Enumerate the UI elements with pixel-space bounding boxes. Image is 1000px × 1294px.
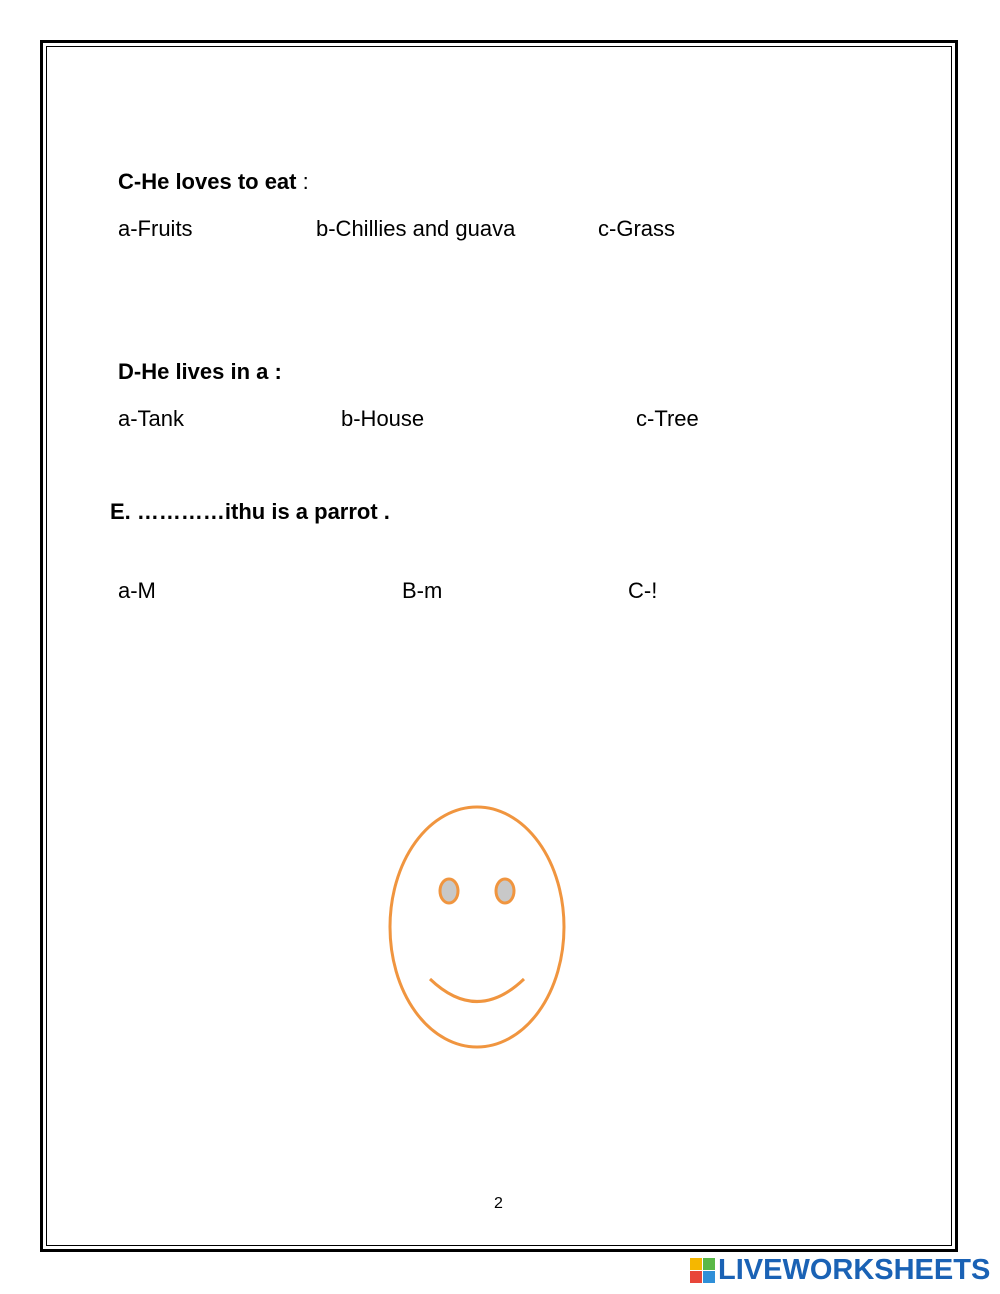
smiley-face-outline <box>390 807 564 1047</box>
question-d-option-b[interactable]: b-House <box>341 406 425 431</box>
question-c-prompt-bold: C-He loves to eat <box>118 169 297 194</box>
question-d-prompt: D-He lives in a : <box>118 359 282 384</box>
page-number: 2 <box>494 1195 503 1212</box>
liveworksheets-wordmark: LIVEWORKSHEETS <box>718 1254 991 1286</box>
smiley-left-eye <box>440 879 458 903</box>
liveworksheets-brand[interactable] <box>690 1256 990 1285</box>
question-d-option-a[interactable]: a-Tank <box>118 406 185 431</box>
question-c-prompt-colon: : <box>296 169 309 194</box>
question-d-option-c[interactable]: c-Tree <box>636 406 699 431</box>
smiley-face-icon <box>385 802 569 1054</box>
question-c-option-a[interactable]: a-Fruits <box>118 216 193 241</box>
question-e-option-c[interactable]: C-! <box>628 578 658 603</box>
question-e-option-a[interactable]: a-M <box>118 578 156 603</box>
question-e-option-b[interactable]: B-m <box>402 578 443 603</box>
liveworksheets-logo-icon <box>690 1258 715 1283</box>
smiley-mouth <box>430 979 524 1002</box>
question-c-prompt <box>118 171 309 193</box>
smiley-right-eye <box>496 879 514 903</box>
question-c-option-b[interactable]: b-Chillies and guava <box>316 216 516 241</box>
question-c-option-c[interactable]: c-Grass <box>598 216 675 241</box>
question-e-prompt: E. …………ithu is a parrot . <box>110 499 390 524</box>
